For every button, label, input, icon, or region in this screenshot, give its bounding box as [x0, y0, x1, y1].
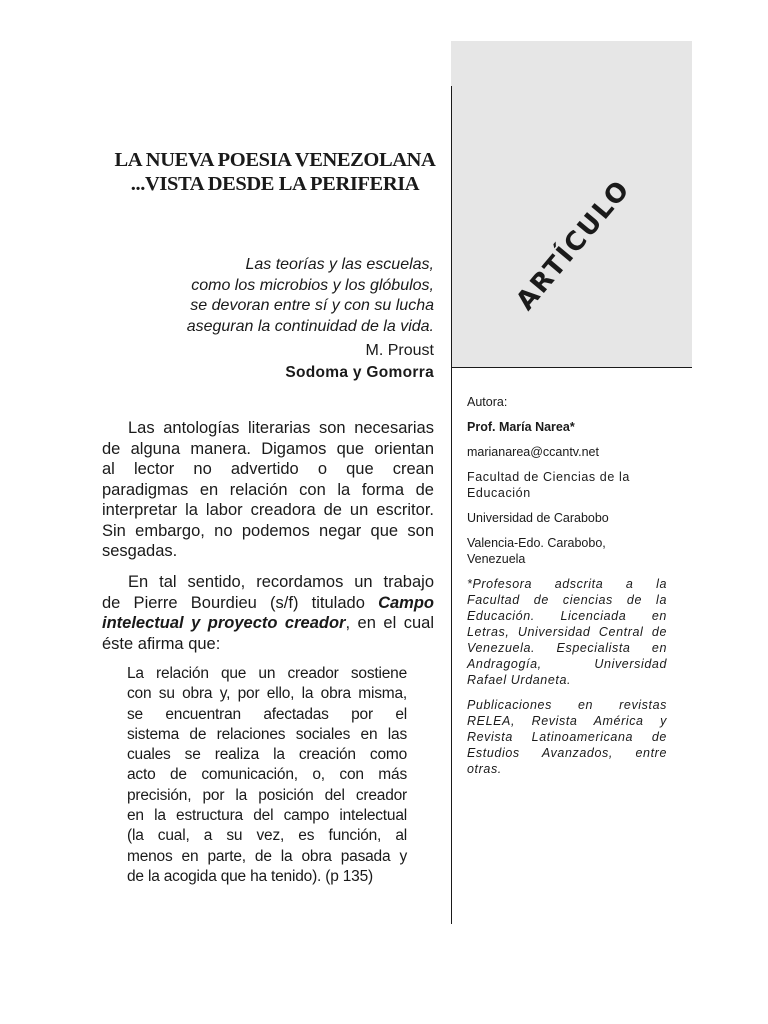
publication-line: Revista Latinoamericana de	[467, 730, 667, 744]
note-line: Venezuela. Especialista en	[467, 641, 667, 655]
text-line: interpretar la labor creadora de un escritor.	[102, 501, 434, 519]
text-line	[102, 613, 434, 634]
author-name: Prof. María Narea*	[467, 420, 575, 434]
body-paragraph-1	[102, 418, 434, 562]
section-label: ARTÍCULO	[510, 174, 637, 317]
vertical-divider	[451, 86, 452, 924]
text-line: éste afirma que:	[102, 634, 221, 653]
quote-line: menos en parte, de la obra pasada y	[127, 847, 407, 865]
location-line: Venezuela	[467, 552, 526, 566]
epigraph	[120, 255, 434, 337]
epigraph-line: como los microbios y los glóbulos,	[191, 276, 434, 294]
publication-line: Estudios Avanzados, entre	[467, 746, 667, 760]
note-line: Rafael Urdaneta.	[467, 673, 572, 687]
text-line: de alguna manera. Digamos que orientan	[102, 439, 434, 458]
note-line: Andragogía, Universidad	[467, 657, 667, 671]
author-faculty	[467, 469, 667, 501]
author-label: Autora:	[467, 395, 508, 409]
location-line: Valencia-Edo. Carabobo,	[467, 536, 606, 550]
quote-line: en la estructura del campo intelectual	[127, 807, 407, 825]
text-line: En tal sentido, recordamos un trabajo	[128, 573, 434, 591]
epigraph-work: Sodoma y Gomorra	[285, 364, 434, 381]
note-line: Educación. Licenciada en	[467, 609, 667, 623]
epigraph-line: Las teorías y las escuelas,	[245, 256, 434, 273]
note-line: Letras, Universidad Central de	[467, 625, 667, 639]
epigraph-line: aseguran la continuidad de la vida.	[186, 317, 434, 335]
text-line: sesgadas.	[102, 542, 178, 560]
title-line-2: ...VISTA DESDE LA PERIFERIA	[130, 173, 420, 195]
text-line	[102, 593, 434, 614]
text-line: paradigmas en relación con la forma de	[102, 480, 434, 499]
cited-work-title: intelectual y proyecto creador	[102, 614, 346, 632]
publication-line: RELEA, Revista América y	[467, 714, 667, 728]
quote-line: de la acogida que ha tenido). (p 135)	[127, 867, 373, 885]
text-line: Las antologías literarias son necesarias	[128, 419, 434, 437]
quote-line: precisión, por la posición del creador	[127, 786, 407, 804]
block-quote	[127, 664, 407, 887]
title-line-1: LA NUEVA POESIA VENEZOLANA	[114, 149, 436, 171]
quote-line: cuales se realiza la creación como	[127, 746, 407, 764]
faculty-line: Educación	[467, 486, 531, 500]
quote-line: La relación que un creador sostiene	[127, 665, 407, 682]
horizontal-divider	[451, 367, 692, 368]
faculty-line: Facultad de Ciencias de la	[467, 470, 630, 484]
quote-line: con su obra y, por ello, la obra misma,	[127, 685, 407, 703]
author-sidebar	[467, 394, 667, 786]
text-run: , en el cual	[345, 614, 434, 632]
author-publications	[467, 697, 667, 777]
text-run: de Pierre Bourdieu (s/f) titulado	[102, 593, 379, 612]
quote-line: sistema de relaciones sociales en las	[127, 725, 407, 743]
note-line: Facultad de ciencias de la	[467, 593, 667, 607]
note-line: *Profesora adscrita a la	[467, 577, 667, 591]
section-box	[451, 41, 692, 367]
author-university: Universidad de Carabobo	[467, 511, 609, 525]
author-location	[467, 535, 667, 567]
quote-line: se encuentran afectadas por el	[127, 705, 407, 723]
publication-line: Publicaciones en revistas	[467, 698, 667, 712]
cited-work-title: Campo	[378, 593, 434, 612]
author-note	[467, 576, 667, 688]
quote-line: acto de comunicación, o, con más	[127, 766, 407, 784]
quote-line: (la cual, a su vez, es función, al	[127, 827, 407, 845]
epigraph-line: se devoran entre sí y con su lucha	[190, 297, 434, 314]
article-title	[90, 148, 460, 196]
body-paragraph-2	[102, 572, 434, 654]
publication-line: otras.	[467, 762, 502, 776]
text-line: al lector no advertido o que crean	[102, 460, 434, 478]
text-line: Sin embargo, no podemos negar que son	[102, 521, 434, 540]
epigraph-author: M. Proust	[365, 342, 434, 359]
author-email[interactable]: marianarea@ccantv.net	[467, 445, 599, 459]
